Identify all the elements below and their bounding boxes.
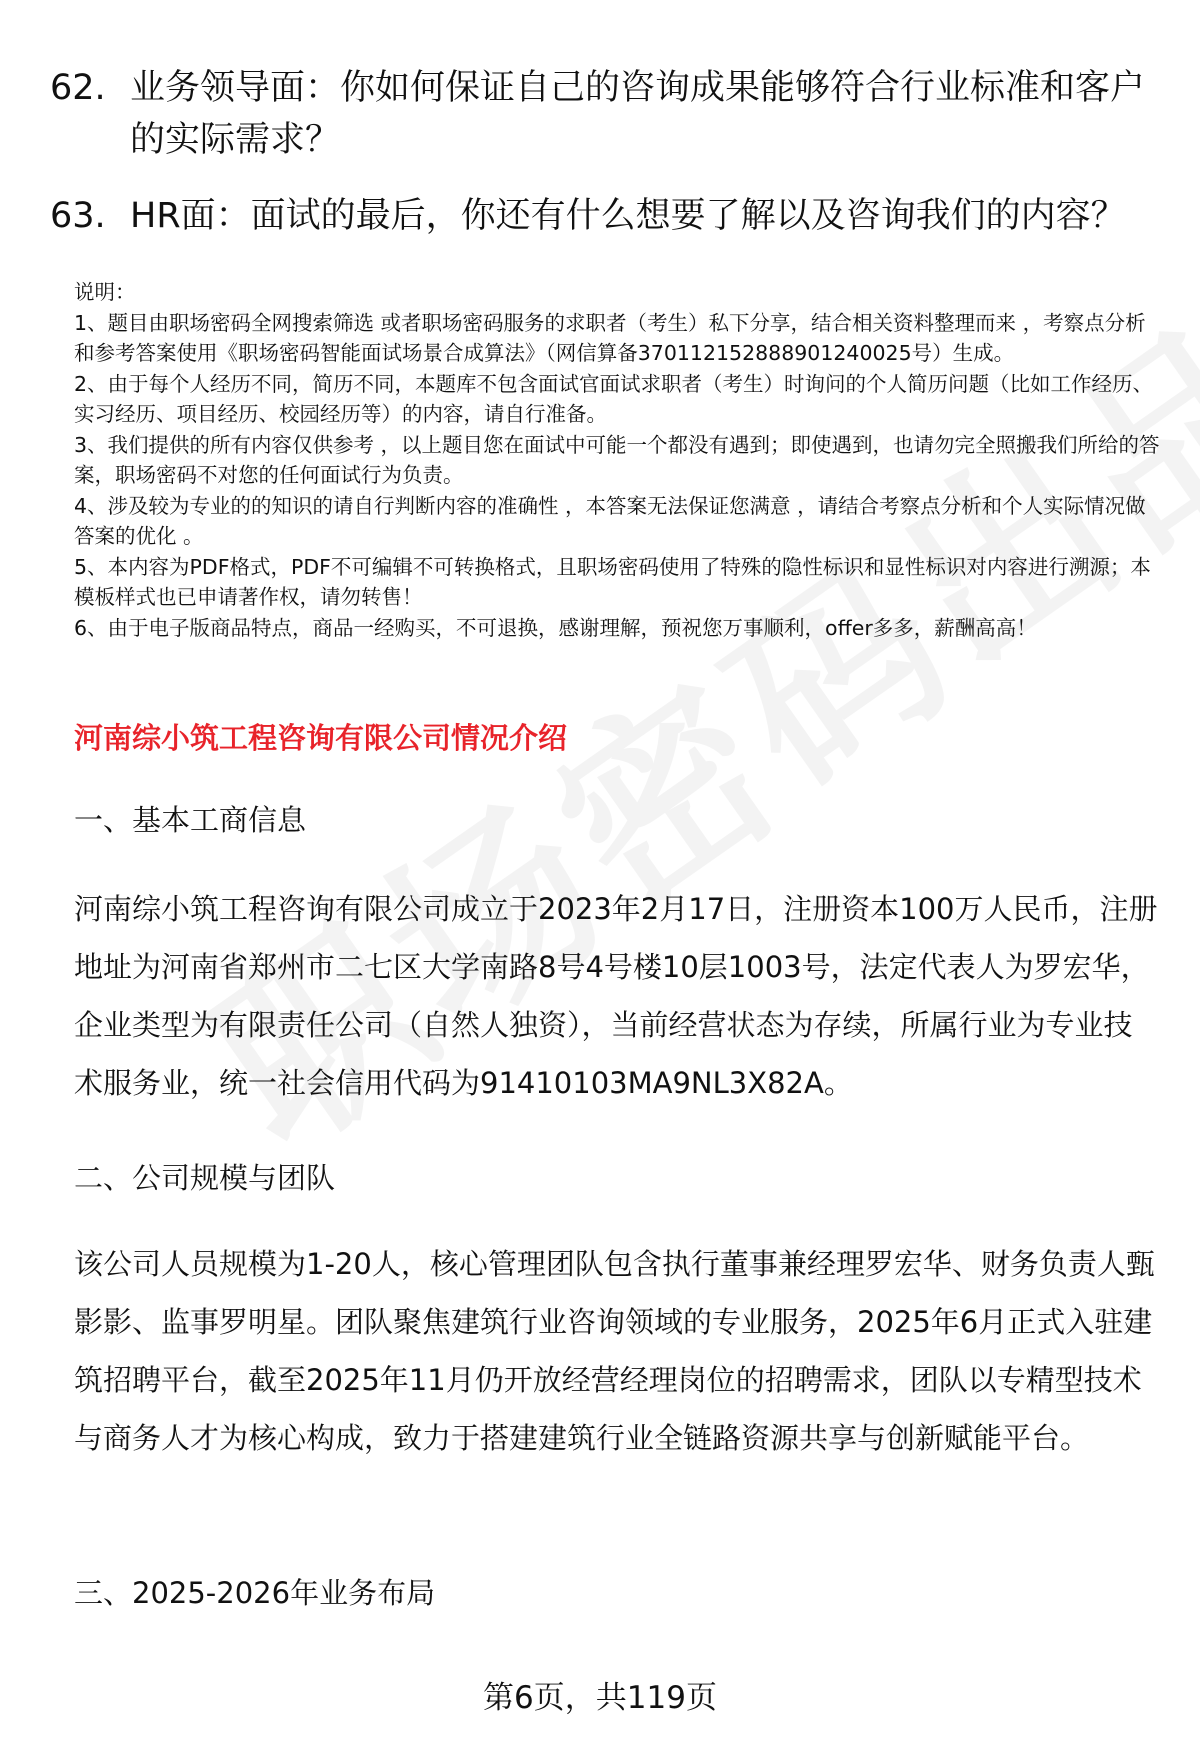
note-item: 2、由于每个人经历不同，简历不同，本题库不包含面试官面试求职者（考生）时询问的个人简历问题（比如工作经历、实习经历、项目经历、校园经历等）的内容，请自行准备。 [74, 371, 1154, 426]
question-62 [50, 62, 1160, 166]
note-item: 1、题目由职场密码全网搜索筛选 或者职场密码服务的求职者（考生）私下分享，结合相关资料整理而来 ，考察点分析和参考答案使用《职场密码智能面试场景合成算法》（网信算备370112152888901240025号）生成。 [74, 310, 1146, 365]
notes-block [74, 277, 1164, 643]
note-item: 3、我们提供的所有内容仅供参考 ，以上题目您在面试中可能一个都没有遇到；即使遇到，也请勿完全照搬我们所给的答案，职场密码不对您的任何面试行为负责。 [74, 432, 1160, 487]
section-heading-basic-info: 一、基本工商信息 [74, 803, 307, 837]
section-body-scale-team: 该公司人员规模为1-20人，核心管理团队包含执行董事兼经理罗宏华、财务负责人甄影影、监事罗明星。团队聚焦建筑行业咨询领域的专业服务，2025年6月正式入驻建筑招聘平台，截至2025年11月仍开放经营经理岗位的招聘需求，团队以专精型技术与商务人才为核心构成，致力于搭建建筑行业全链路资源共享与创新赋能平台。 [74, 1247, 1155, 1455]
note-item: 4、涉及较为专业的的知识的请自行判断内容的准确性 ，本答案无法保证您满意 ，请结合考察点分析和个人实际情况做答案的优化 。 [74, 493, 1146, 548]
note-item: 6、由于电子版商品特点，商品一经购买，不可退换，感谢理解，预祝您万事顺利，offer多多，薪酬高高！ [74, 615, 1037, 640]
question-text: 业务领导面：你如何保证自己的咨询成果能够符合行业标准和客户的实际需求？ [130, 68, 1146, 160]
page-number: 第6页，共119页 [483, 1680, 717, 1716]
company-title: 河南综小筑工程咨询有限公司情况介绍 [74, 721, 568, 755]
question-number: 62. [50, 68, 106, 108]
note-item: 5、本内容为PDF格式，PDF不可编辑不可转换格式，且职场密码使用了特殊的隐性标识和显性标识对内容进行溯源；本模板样式也已申请著作权，请勿转售！ [74, 554, 1151, 609]
notes-heading: 说明： [74, 280, 136, 304]
section-body-basic-info: 河南综小筑工程咨询有限公司成立于2023年2月17日，注册资本100万人民币，注册地址为河南省郑州市二七区大学南路8号4号楼10层1003号，法定代表人为罗宏华，企业类型为有限责任公司（自然人独资），当前经营状态为存续，所属行业为专业技术服务业，统一社会信用代码为91410103MA9NL3X82A。 [74, 892, 1158, 1100]
section-heading-scale-team: 二、公司规模与团队 [74, 1161, 336, 1195]
question-63 [50, 190, 1160, 242]
question-text: HR面：面试的最后，你还有什么想要了解以及咨询我们的内容？ [130, 196, 1126, 236]
section-heading-business-layout: 三、2025-2026年业务布局 [74, 1576, 436, 1610]
question-number: 63. [50, 196, 106, 236]
